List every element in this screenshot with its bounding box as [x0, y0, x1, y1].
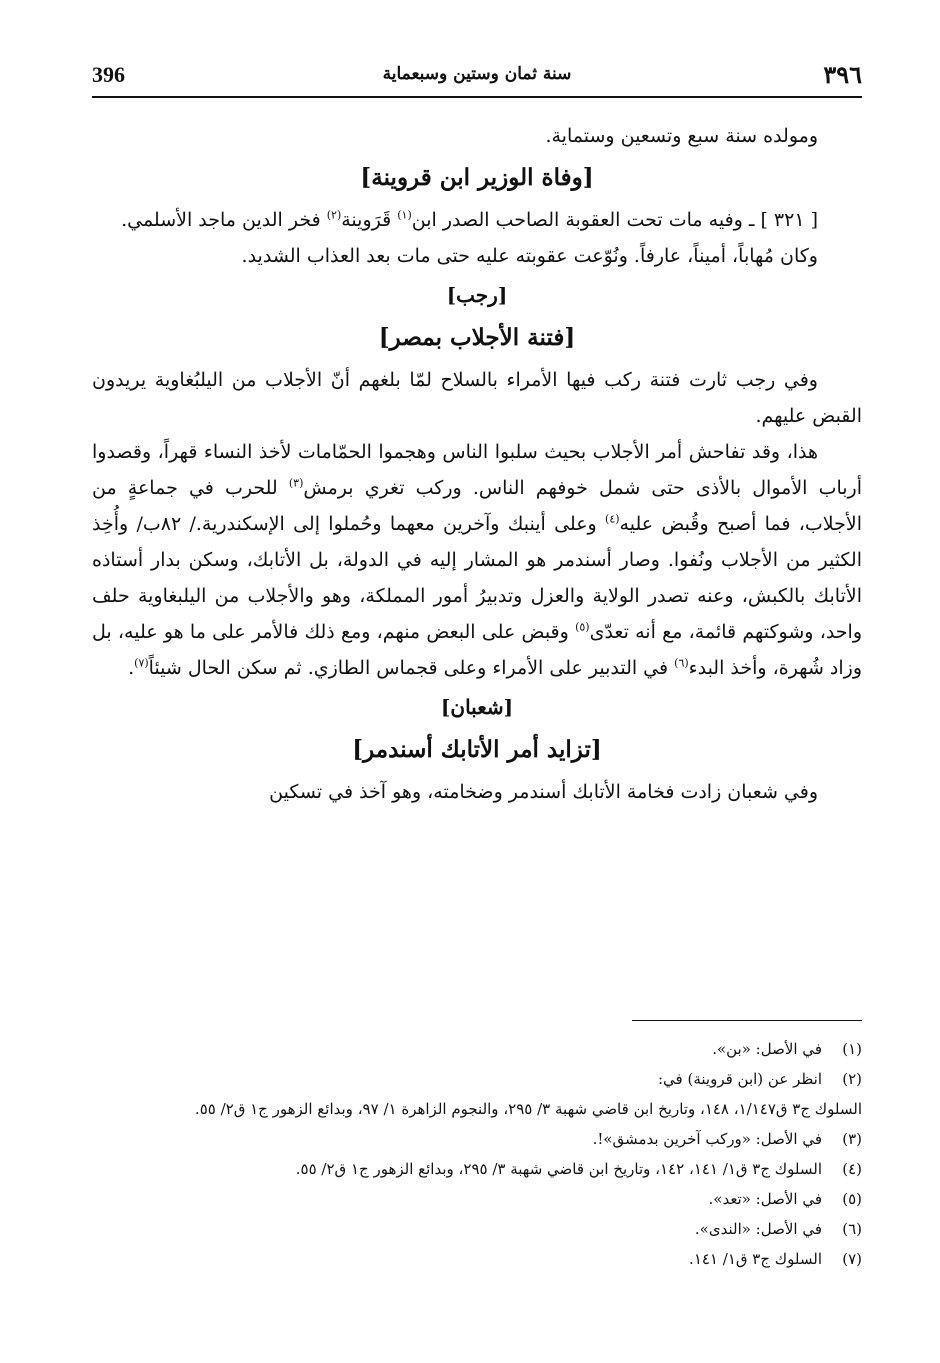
paragraph-birth: ومولده سنة سبع وتسعين وستماية. — [545, 125, 818, 147]
entry-text: [ ٣٢١ ] ـ وفيه مات تحت العقوبة الصاحب الصدر ابن — [411, 209, 818, 231]
footnote-5 — [92, 1184, 862, 1214]
footnote-ref-4[interactable]: (٤) — [605, 512, 620, 526]
footnote-ref-6[interactable]: (٦) — [674, 656, 689, 670]
paragraph-entry-321 — [92, 202, 862, 238]
main-text — [92, 118, 862, 810]
footnote-number: (٦) — [842, 1220, 862, 1238]
footnote-text: في الأصل: «وركب آخرين بدمشق»!. — [592, 1130, 822, 1148]
footnote-text: في الأصل: «تعد». — [708, 1190, 822, 1208]
footnote-4 — [92, 1154, 862, 1184]
paragraph-ajlab-affairs — [92, 434, 862, 686]
footnote-number: (٤) — [842, 1160, 862, 1178]
footnote-number: (٥) — [842, 1190, 862, 1208]
paragraph-shaban: وفي شعبان زادت فخامة الأتابك أسندمر وضخامته، وهو آخذ في تسكين — [269, 781, 818, 803]
text-segment: للحرب في جماعةٍ من الأجلاب، فما أصبح وقُبض عليه — [92, 477, 863, 535]
footnote-divider — [632, 1020, 862, 1021]
footnote-text: السلوك ج٣ ق١/ ١٤١. — [689, 1250, 822, 1268]
footnote-2 — [92, 1064, 862, 1094]
text-segment: في التدبير على الأمراء وعلى قجماس الطازي. ثم سكن الحال شيئاً — [148, 657, 675, 679]
heading-ajlab-sedition: [فتنة الأجلاب بمصر] — [378, 324, 576, 351]
heading-shaban: [شعبان] — [440, 695, 514, 719]
entry-name: قَرَوينة — [341, 209, 398, 231]
footnote-text: في الأصل: «الندى». — [694, 1220, 822, 1238]
footnote-2-sources: السلوك ج٣ ق١/١٤٧، ١٤٨، وتاريخ ابن قاضي شهبة ٣/ ٢٩٥، والنجوم الزاهرة ١/ ٩٧، وبدائع الزهور ج١ ق٢/ ٥٥. — [194, 1100, 862, 1118]
page-number-latin: 396 — [92, 62, 125, 87]
running-title: سنة ثمان وستين وسبعماية — [382, 64, 572, 84]
footnote-7 — [92, 1244, 862, 1274]
footnote-1 — [92, 1034, 862, 1064]
footnote-3 — [92, 1124, 862, 1154]
heading-atabek-rise: [تزايد أمر الأتابك أسندمر] — [352, 736, 602, 763]
page-header — [92, 62, 862, 98]
footnote-number: (١) — [842, 1040, 862, 1058]
footnote-text: السلوك ج٣ ق١/ ١٤١، ١٤٢، وتاريخ ابن قاضي شهبة ٣/ ٢٩٥، وبدائع الزهور ج١ ق٢/ ٥٥. — [295, 1160, 822, 1178]
footnote-ref-3[interactable]: (٣) — [288, 476, 304, 490]
heading-vizier-death: [وفاة الوزير ابن قروينة] — [360, 164, 594, 191]
paragraph-character: وكان مُهاباً، أميناً، عارفاً. ونُوّعت عقوبته عليه حتى مات بعد العذاب الشديد. — [241, 245, 818, 267]
footnote-ref-1[interactable]: (١) — [397, 208, 412, 222]
text-segment: وعلى أينبك وآخرين معهما وحُملوا إلى الإسكندرية./ ٨٢ب/ وأُخِذ الكثير من الأجلاب ونُفوا. وصار أسندمر هو المشار إليه في الدولة، بل الأتابك، وسكن بدار أستاذه الأتابك بالكبش، وعنه تصدر الولاية والعزل وتدبيرُ أمور المملكة، وهو والأجلاب من اليلبغاوية حلف واحد، وشوكتهم قائمة، مع أنه تعدّى — [92, 513, 862, 643]
footnote-text: في الأصل: «بن». — [712, 1040, 822, 1058]
footnote-number: (٢) — [842, 1070, 862, 1088]
footnote-number: (٧) — [842, 1250, 862, 1268]
text-segment: وقبض على البعض منهم، ومع ذلك فالأمر على ما هو عليه، بل وزاد شُهرة، وأخذ البدء — [92, 621, 862, 679]
footnotes — [92, 1034, 862, 1274]
heading-rajab: [رجب] — [446, 283, 508, 307]
page-number-arabic: ٣٩٦ — [823, 60, 862, 89]
footnote-text: انظر عن (ابن قروينة) في: — [658, 1070, 822, 1088]
footnote-number: (٣) — [842, 1130, 862, 1148]
text-segment: هذا، وقد تفاحش أمر الأجلاب بحيث سلبوا الناس وهجموا الحمّامات لأخذ النساء قهراً، وقصدوا أرباب الأموال بالأذى حتى شمل خوفهم الناس. وركب تغري برمش — [92, 441, 862, 499]
paragraph-rajab-sedition: وفي رجب ثارت فتنة ركب فيها الأمراء بالسلاح لمّا بلغهم أنّ الأجلاب من اليلبُغاوية يريدون القبض عليهم. — [92, 369, 862, 427]
footnote-ref-2[interactable]: (٢) — [326, 208, 342, 222]
footnote-ref-5[interactable]: (٥) — [575, 620, 590, 634]
text-segment: . — [128, 657, 135, 679]
footnote-6 — [92, 1214, 862, 1244]
entry-name-end: فخر الدين ماجد الأسلمي. — [121, 209, 327, 231]
footnote-ref-7[interactable]: (٧) — [134, 656, 149, 670]
